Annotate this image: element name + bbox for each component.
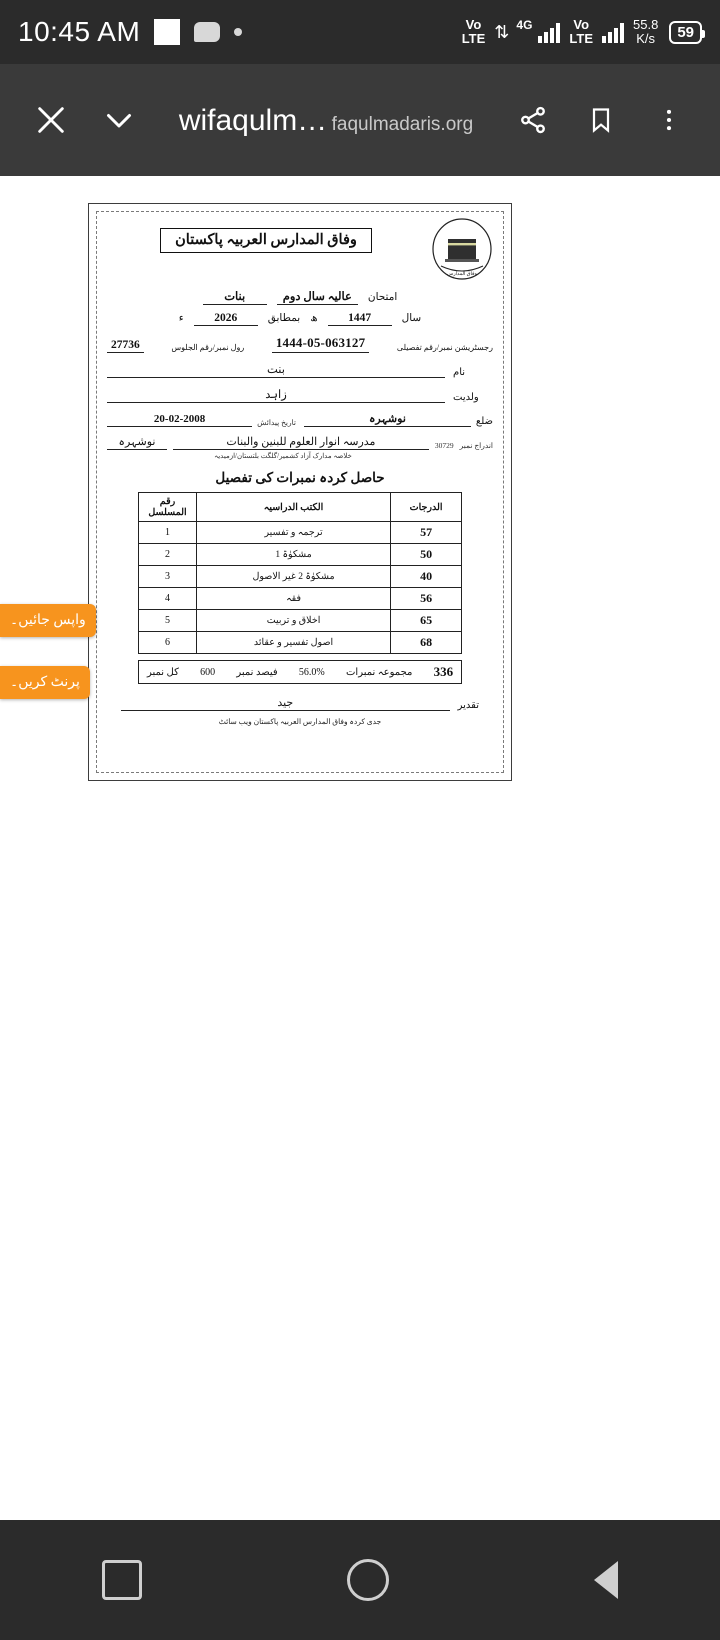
year-gregorian: 2026 (194, 312, 258, 326)
row-serial: 3 (138, 566, 196, 588)
status-time: 10:45 AM (18, 16, 141, 47)
registration-number: 1444-05-063127 (272, 335, 369, 353)
institute-note: خلاصہ مدارک آزاد کشمیر/گلگت بلتستان/ازمیدیہ (214, 452, 352, 460)
father-label: ولدیت (453, 392, 479, 403)
android-navigation-bar (0, 1520, 720, 1640)
chevron-down-icon[interactable] (96, 97, 142, 143)
year-gregorian-suffix: ء (178, 313, 184, 324)
browser-toolbar (0, 64, 720, 176)
dob-label: تاریخ پیدائش (257, 418, 296, 427)
bookmark-icon[interactable] (578, 97, 624, 143)
grade-label: تقدیر (457, 700, 479, 711)
row-marks: 57 (391, 522, 462, 544)
row-marks: 56 (391, 588, 462, 610)
white-square-icon (154, 19, 180, 45)
web-page-content (0, 176, 720, 1456)
total-label: کل نمبر (146, 666, 179, 678)
father-value: زاہد (107, 387, 445, 403)
network-speed-unit: K/s (636, 31, 656, 46)
row-marks: 40 (391, 566, 462, 588)
row-serial: 1 (138, 522, 196, 544)
table-row (138, 588, 461, 610)
table-row (138, 566, 461, 588)
sim2-volte-sub: LTE (569, 31, 593, 46)
district-field (304, 412, 493, 427)
total-marks: 600 (200, 666, 216, 678)
signal-bars-2-icon (602, 21, 624, 43)
network-speed-indicator (633, 18, 658, 47)
percent-value: 56.0% (298, 666, 325, 678)
recents-square-icon[interactable] (102, 1560, 142, 1600)
row-subject: اصول تفسیر و عقائد (197, 632, 391, 654)
certificate-document (88, 203, 512, 781)
row-subject: فقہ (197, 588, 391, 610)
registration-label: رجسٹریشن نمبر/رقم تفصیلی (396, 343, 493, 353)
dob-field (107, 413, 296, 427)
institute-city: نوشہرہ (107, 435, 167, 450)
roll-label: رول نمبر/رقم الجلوس (171, 343, 245, 353)
district-value: نوشہرہ (304, 412, 471, 427)
year-match-label: بمطابق (267, 313, 301, 324)
roll-number: 27736 (107, 339, 144, 353)
registration-row (107, 335, 493, 353)
exam-gender: بنات (203, 289, 267, 305)
row-subject: مشکوٰۃ 1 (197, 544, 391, 566)
district-dob-row (107, 412, 493, 427)
sim2-volte-icon (569, 18, 593, 45)
back-button[interactable]: واپس جائیں۔ (0, 604, 96, 637)
network-speed-value: 55.8 (633, 16, 659, 32)
grade-value: جید (121, 696, 450, 711)
row-marks: 65 (391, 610, 462, 632)
district-label: ضلع (475, 416, 493, 427)
name-label: نام (453, 367, 466, 378)
exam-row (107, 289, 493, 305)
page-title: wifaqulm… (178, 103, 328, 137)
row-serial: 5 (138, 610, 196, 632)
table-row (138, 632, 461, 654)
grade-row (107, 696, 493, 711)
name-field (107, 362, 493, 378)
marks-heading: حاصل کردہ نمبرات کی تفصیل (215, 470, 385, 485)
status-bar-left (18, 16, 242, 48)
status-bar (0, 0, 720, 64)
header-serial: رقم المسلسل (138, 493, 196, 522)
chat-bubble-icon (194, 22, 220, 42)
row-serial: 4 (138, 588, 196, 610)
header-subject: الکتب الدراسیہ (197, 493, 391, 522)
table-row (138, 544, 461, 566)
row-subject: مشکوٰۃ 2 غیر الاصول (197, 566, 391, 588)
row-serial: 6 (138, 632, 196, 654)
network-type-label: 4G (516, 17, 533, 32)
institute-code: 30729 (434, 441, 454, 450)
obtained-label: مجموعہ نمبرات (346, 666, 413, 678)
row-serial: 2 (138, 544, 196, 566)
marks-table (138, 492, 462, 654)
year-hijri-suffix: ھ (310, 313, 318, 324)
year-label: سال (401, 313, 422, 324)
table-row (138, 610, 461, 632)
dob-value: 20-02-2008 (107, 413, 252, 427)
back-triangle-icon[interactable] (594, 1561, 618, 1599)
institute-name: مدرسہ انوار العلوم للبنین والبنات (173, 435, 429, 450)
exam-label: امتحان (367, 292, 398, 303)
status-bar-right (462, 18, 702, 47)
institute-code-label: اندراج نمبر (459, 441, 493, 450)
home-circle-icon[interactable] (347, 1559, 389, 1601)
sim2-volte-label: Vo (573, 17, 590, 33)
org-title-wrap (107, 218, 425, 253)
sim1-volte-label: Vo (465, 17, 482, 33)
sim1-volte-sub: LTE (461, 31, 486, 46)
year-row (107, 312, 493, 326)
exam-class: عالیہ سال دوم (277, 289, 358, 305)
year-hijri: 1447 (328, 312, 392, 326)
certificate-header (107, 218, 493, 282)
row-marks: 50 (391, 544, 462, 566)
wifaq-logo-icon (431, 218, 493, 282)
row-marks: 68 (391, 632, 462, 654)
close-icon[interactable] (28, 97, 74, 143)
father-field (107, 387, 493, 403)
page-url: faqulmadaris.org (331, 113, 474, 135)
signal-bars-1-icon (538, 21, 560, 43)
share-icon[interactable] (510, 97, 556, 143)
row-subject: ترجمہ و تفسیر (197, 522, 391, 544)
institute-row (107, 435, 493, 450)
data-transfer-icon: ⇅ (494, 21, 508, 42)
header-marks: الدرجات (391, 493, 462, 522)
percent-label: فیصد نمبر (236, 666, 278, 678)
page-title-area[interactable] (164, 104, 488, 137)
totals-row (138, 660, 462, 684)
org-title: وفاق المدارس العربیہ پاکستان (160, 228, 372, 253)
svg-text:وفاق المدارس: وفاق المدارس (447, 272, 477, 277)
obtained-marks: 336 (433, 664, 454, 679)
battery-icon: 59 (669, 21, 702, 44)
certificate-inner-border (96, 211, 504, 773)
more-vertical-icon[interactable] (646, 97, 692, 143)
dot-icon (234, 28, 242, 36)
sim1-volte-icon (462, 18, 486, 45)
name-value: بنت (107, 362, 445, 378)
table-header-row (138, 493, 461, 522)
print-button[interactable]: پرنٹ کریں۔ (0, 666, 90, 699)
row-subject: اخلاق و تربیت (197, 610, 391, 632)
table-row (138, 522, 461, 544)
certificate-footer-note: جدی کردہ وفاق المدارس العربیہ پاکستان ویب سائٹ (218, 717, 382, 726)
